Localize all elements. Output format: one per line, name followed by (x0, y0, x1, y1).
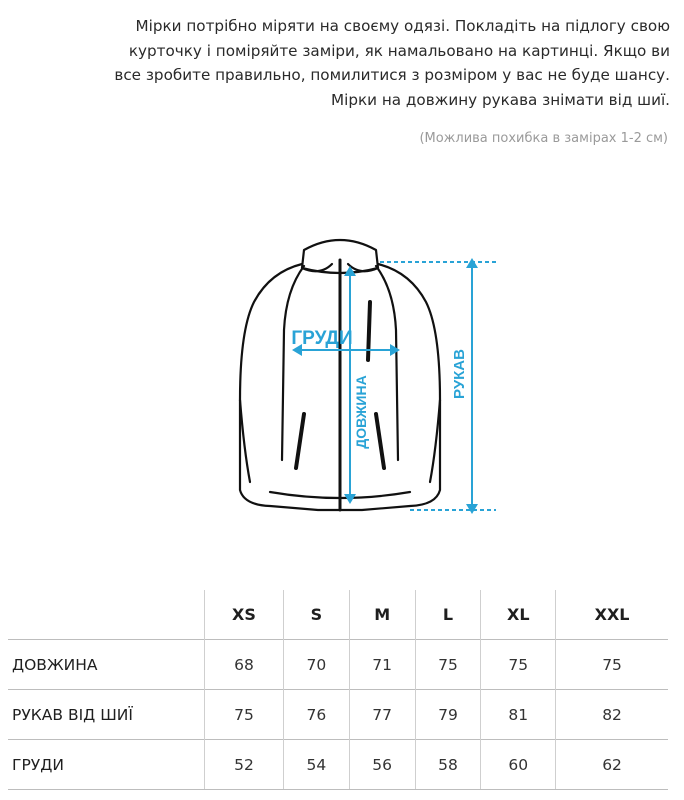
row-label: ДОВЖИНА (8, 640, 205, 690)
row-label: ГРУДИ (8, 740, 205, 790)
length-label: ДОВЖИНА (353, 375, 369, 449)
jacket-illustration (200, 220, 500, 520)
size-header-xxl: XXL (556, 590, 668, 640)
intro-line: Мірки на довжину рукава знімати від шиї. (331, 90, 670, 109)
table-cell: 58 (415, 740, 481, 790)
table-cell: 75 (205, 690, 284, 740)
table-cell: 56 (349, 740, 415, 790)
table-cell: 62 (556, 740, 668, 790)
size-table (8, 590, 668, 790)
measurement-error-note: (Можлива похибка в замірах 1-2 см) (419, 131, 668, 146)
table-cell: 75 (415, 640, 481, 690)
table-cell: 79 (415, 690, 481, 740)
size-header-s: S (283, 590, 349, 640)
intro-line: Мірки потрібно міряти на своєму одязі. Покладіть на підлогу свою (135, 17, 670, 35)
table-cell: 68 (205, 640, 284, 690)
table-cell: 81 (481, 690, 556, 740)
intro-line: курточку і поміряйте заміри, як намальовано на картинці. Якщо ви (128, 41, 670, 60)
size-header-l: L (415, 590, 481, 640)
chest-arrowhead-right (390, 344, 400, 356)
row-label: РУКАВ ВІД ШИЇ (8, 690, 205, 740)
size-header-xs: XS (205, 590, 284, 640)
size-header-m: M (349, 590, 415, 640)
jacket-diagram (200, 220, 500, 520)
table-cell: 70 (283, 640, 349, 690)
table-row-sleeve (8, 690, 668, 740)
table-cell: 75 (556, 640, 668, 690)
table-cell: 52 (205, 740, 284, 790)
empty-header-cell (8, 590, 205, 640)
table-cell: 75 (481, 640, 556, 690)
table-cell: 54 (283, 740, 349, 790)
intro-text (30, 14, 670, 112)
table-row-length (8, 640, 668, 690)
chest-label: ГРУДИ (291, 328, 353, 349)
table-cell: 60 (481, 740, 556, 790)
size-header-xl: XL (481, 590, 556, 640)
table-cell: 71 (349, 640, 415, 690)
table-cell: 76 (283, 690, 349, 740)
size-header-row (8, 590, 668, 640)
jacket-outline (240, 240, 440, 510)
table-row-chest (8, 740, 668, 790)
intro-line: все зробите правильно, помилитися з розміром у вас не буде шансу. (114, 66, 670, 84)
table-cell: 82 (556, 690, 668, 740)
table-cell: 77 (349, 690, 415, 740)
sleeve-label: РУКАВ (451, 349, 468, 399)
